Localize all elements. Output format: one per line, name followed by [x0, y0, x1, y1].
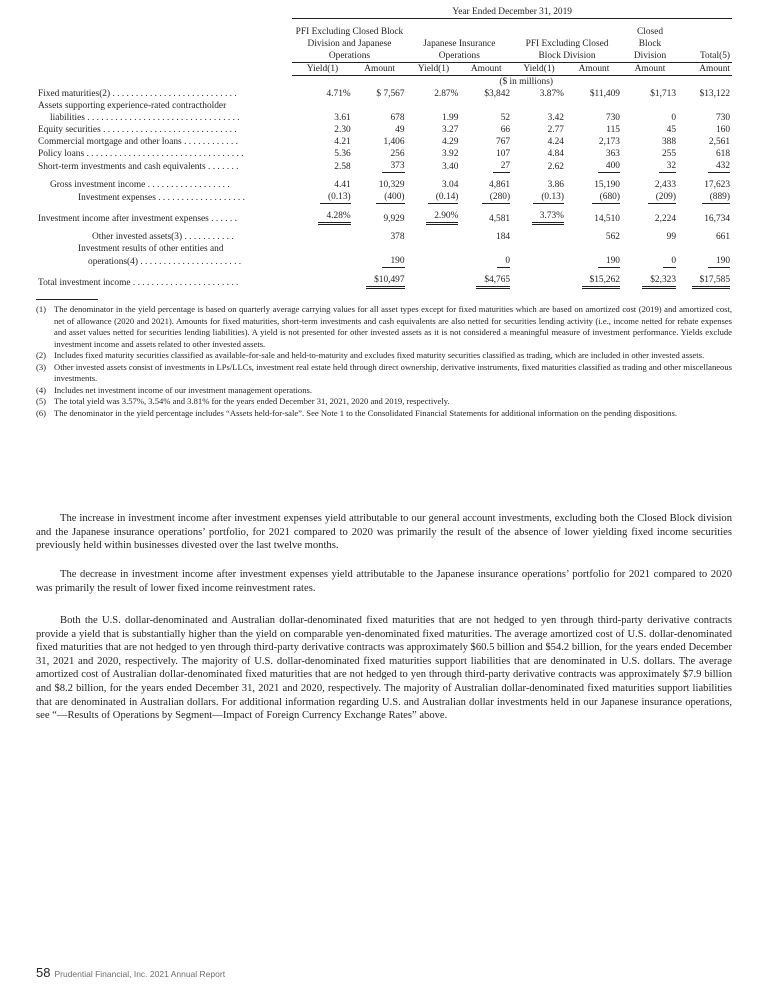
financial-page	[36, 0, 732, 419]
subhead: Amount	[566, 63, 622, 76]
table-row: Other invested assets(3) . . . . . . . . . . . 378 184 562 99 661	[92, 232, 730, 242]
table-row: Total investment income . . . . . . . . . . . . . . . . . . . . . . . $10,497 $4,765 $15,262 $2,323 $17,585	[38, 275, 730, 288]
body-paragraph: The increase in investment income after investment expenses yield attributable to our general account investments, excluding both the Closed Block division and the Japanese insurance operations’ portfolio, for 2021 compared to 2020 was primarily the result of the absence of lower yielding fixed income securities previously held within businesses divested over the last twelve months.	[36, 513, 732, 552]
table-row: Short-term investments and cash equivalents . . . . . . . 2.58 373 3.40 27 2.62 400 32 432	[38, 161, 730, 172]
footnotes	[36, 304, 732, 419]
footnote: (6) The denominator in the yield percentage includes “Assets held-for-sale”. See Note 1 to the Consolidated Financial Statements for additional information on the pending dispositions.	[36, 407, 677, 418]
subhead: Amount	[622, 63, 678, 76]
table-row: liabilities . . . . . . . . . . . . . . . . . . . . . . . . . . . . . . . . . 3.61 678 1.99 52 3.42 730 0 730	[50, 113, 730, 123]
table-row: Investment expenses . . . . . . . . . . . . . . . . . . . (0.13) (400) (0.14) (280) (0.13) (680) (209) (889)	[78, 192, 730, 203]
table-row: Equity securities . . . . . . . . . . . . . . . . . . . . . . . . . . . . . 2.30 49 3.27 66 2.77 115 45 160	[38, 125, 730, 135]
group-total: Total(5)	[678, 19, 732, 63]
group-japanese-insurance: Japanese Insurance Operations	[407, 19, 513, 63]
subhead: Amount	[678, 63, 732, 76]
investment-income-table	[36, 6, 732, 289]
year-header: Year Ended December 31, 2019	[292, 6, 732, 19]
subhead: Yield(1)	[512, 63, 566, 76]
table-row: Gross investment income . . . . . . . . . . . . . . . . . . 4.41 10,329 3.04 4,861 3.86 15,190 2,433 17,623	[50, 180, 730, 190]
table-row: Fixed maturities(2) . . . . . . . . . . . . . . . . . . . . . . . . . . . 4.71% $ 7,567 2.87% $3,842 3.87% $11,409 $1,713 $13,122	[38, 89, 730, 99]
units-label: ($ in millions)	[499, 77, 554, 87]
group-pfi-excl-cbd: PFI Excluding Closed Block Division	[512, 19, 622, 63]
report-title: Prudential Financial, Inc. 2021 Annual Report	[54, 969, 226, 979]
table-row: Assets supporting experience-rated contractholder	[38, 101, 227, 111]
table-row: operations(4) . . . . . . . . . . . . . . . . . . . . . . 190 0 190 0 190	[88, 256, 730, 267]
subhead: Amount	[460, 63, 512, 76]
group-pfi-excl-cbd-japan: PFI Excluding Closed Block Division and Japanese Operations	[292, 19, 406, 63]
table-row: Investment results of other entities and	[78, 244, 224, 254]
footnote: (4) Includes net investment income of our investment management operations.	[36, 384, 312, 395]
footnote: (1) The denominator in the yield percentage is based on quarterly average carrying values for all asset types except for fixed maturities which are based on amortized cost (2019) and amortized cost, net of allowance (2020 and 2021). Amounts for fixed maturities, short-term investments and cash equivalents are also netted for securities lending activity (i.e., income netted for rebate expenses and asset values netted for securities lending liabilities). A yield is not presented for other invested assets as it is not considered a meaningful measure of investment performance. Yields exclude investment income and assets related to other invested assets.	[36, 304, 732, 349]
table-row: Commercial mortgage and other loans . . . . . . . . . . . . 4.21 1,406 4.29 767 4.24 2,173 388 2,561	[38, 137, 730, 147]
table-row: Policy loans . . . . . . . . . . . . . . . . . . . . . . . . . . . . . . . . . . 5.36 256 3.92 107 4.84 363 255 618	[38, 149, 730, 159]
subhead: Amount	[353, 63, 407, 76]
subhead: Yield(1)	[407, 63, 461, 76]
group-closed-block: Closed Block Division	[622, 19, 678, 63]
table-row: Investment income after investment expenses . . . . . . 4.28% 9,929 2.90% 4,581 3.73% 14,510 2,224 16,734	[38, 211, 730, 224]
body-paragraph: Both the U.S. dollar-denominated and Australian dollar-denominated fixed maturities that are not hedged to yen through third-party derivative contracts provide a yield that is substantially higher than the yield on comparable yen-denominated fixed maturities. The average amortized cost of U.S. dollar-denominated fixed maturities that are not hedged to yen through third-party derivative contracts was approximately $60.5 billion and $54.2 billion, for the years ended December 31, 2021 and 2020, respectively. The majority of U.S. dollar-denominated fixed maturities support liabilities that are denominated in U.S. dollars. The average amortized cost of Australian dollar-denominated fixed maturities that are not hedged to yen through third-party derivative contracts was approximately $7.9 billion and $8.2 billion, for the years ended December 31, 2021 and 2020, respectively. The majority of Australian dollar-denominated fixed maturities support liabilities that are denominated in Australian dollars. For additional information regarding U.S. and Australian dollar investments held in our Japanese insurance operations, see “—Results of Operations by Segment—Impact of Foreign Currency Exchange Rates” above.	[36, 615, 732, 722]
footnote-rule	[36, 299, 98, 300]
footnote: (5) The total yield was 3.57%, 3.54% and 3.81% for the years ended December 31, 2021, 2020 and 2019, respectively.	[36, 396, 450, 406]
page-footer	[36, 964, 225, 982]
footnote: (3) Other invested assets consist of investments in LPs/LLCs, investment real estate held through direct ownership, derivative instruments, fixed maturities classified as trading and other miscellaneous investments.	[36, 361, 732, 383]
subhead: Yield(1)	[292, 63, 352, 76]
footnote: (2) Includes fixed maturity securities classified as available-for-sale and held-to-maturity and excludes fixed maturity securities classified as trading, which are included in other invested assets.	[36, 350, 705, 360]
page-number: 58	[36, 965, 51, 980]
body-paragraph: The decrease in investment income after investment expenses yield attributable to the Japanese insurance operations’ portfolio for 2021 compared to 2020 was primarily the result of lower fixed income reinvestment rates.	[36, 569, 732, 594]
